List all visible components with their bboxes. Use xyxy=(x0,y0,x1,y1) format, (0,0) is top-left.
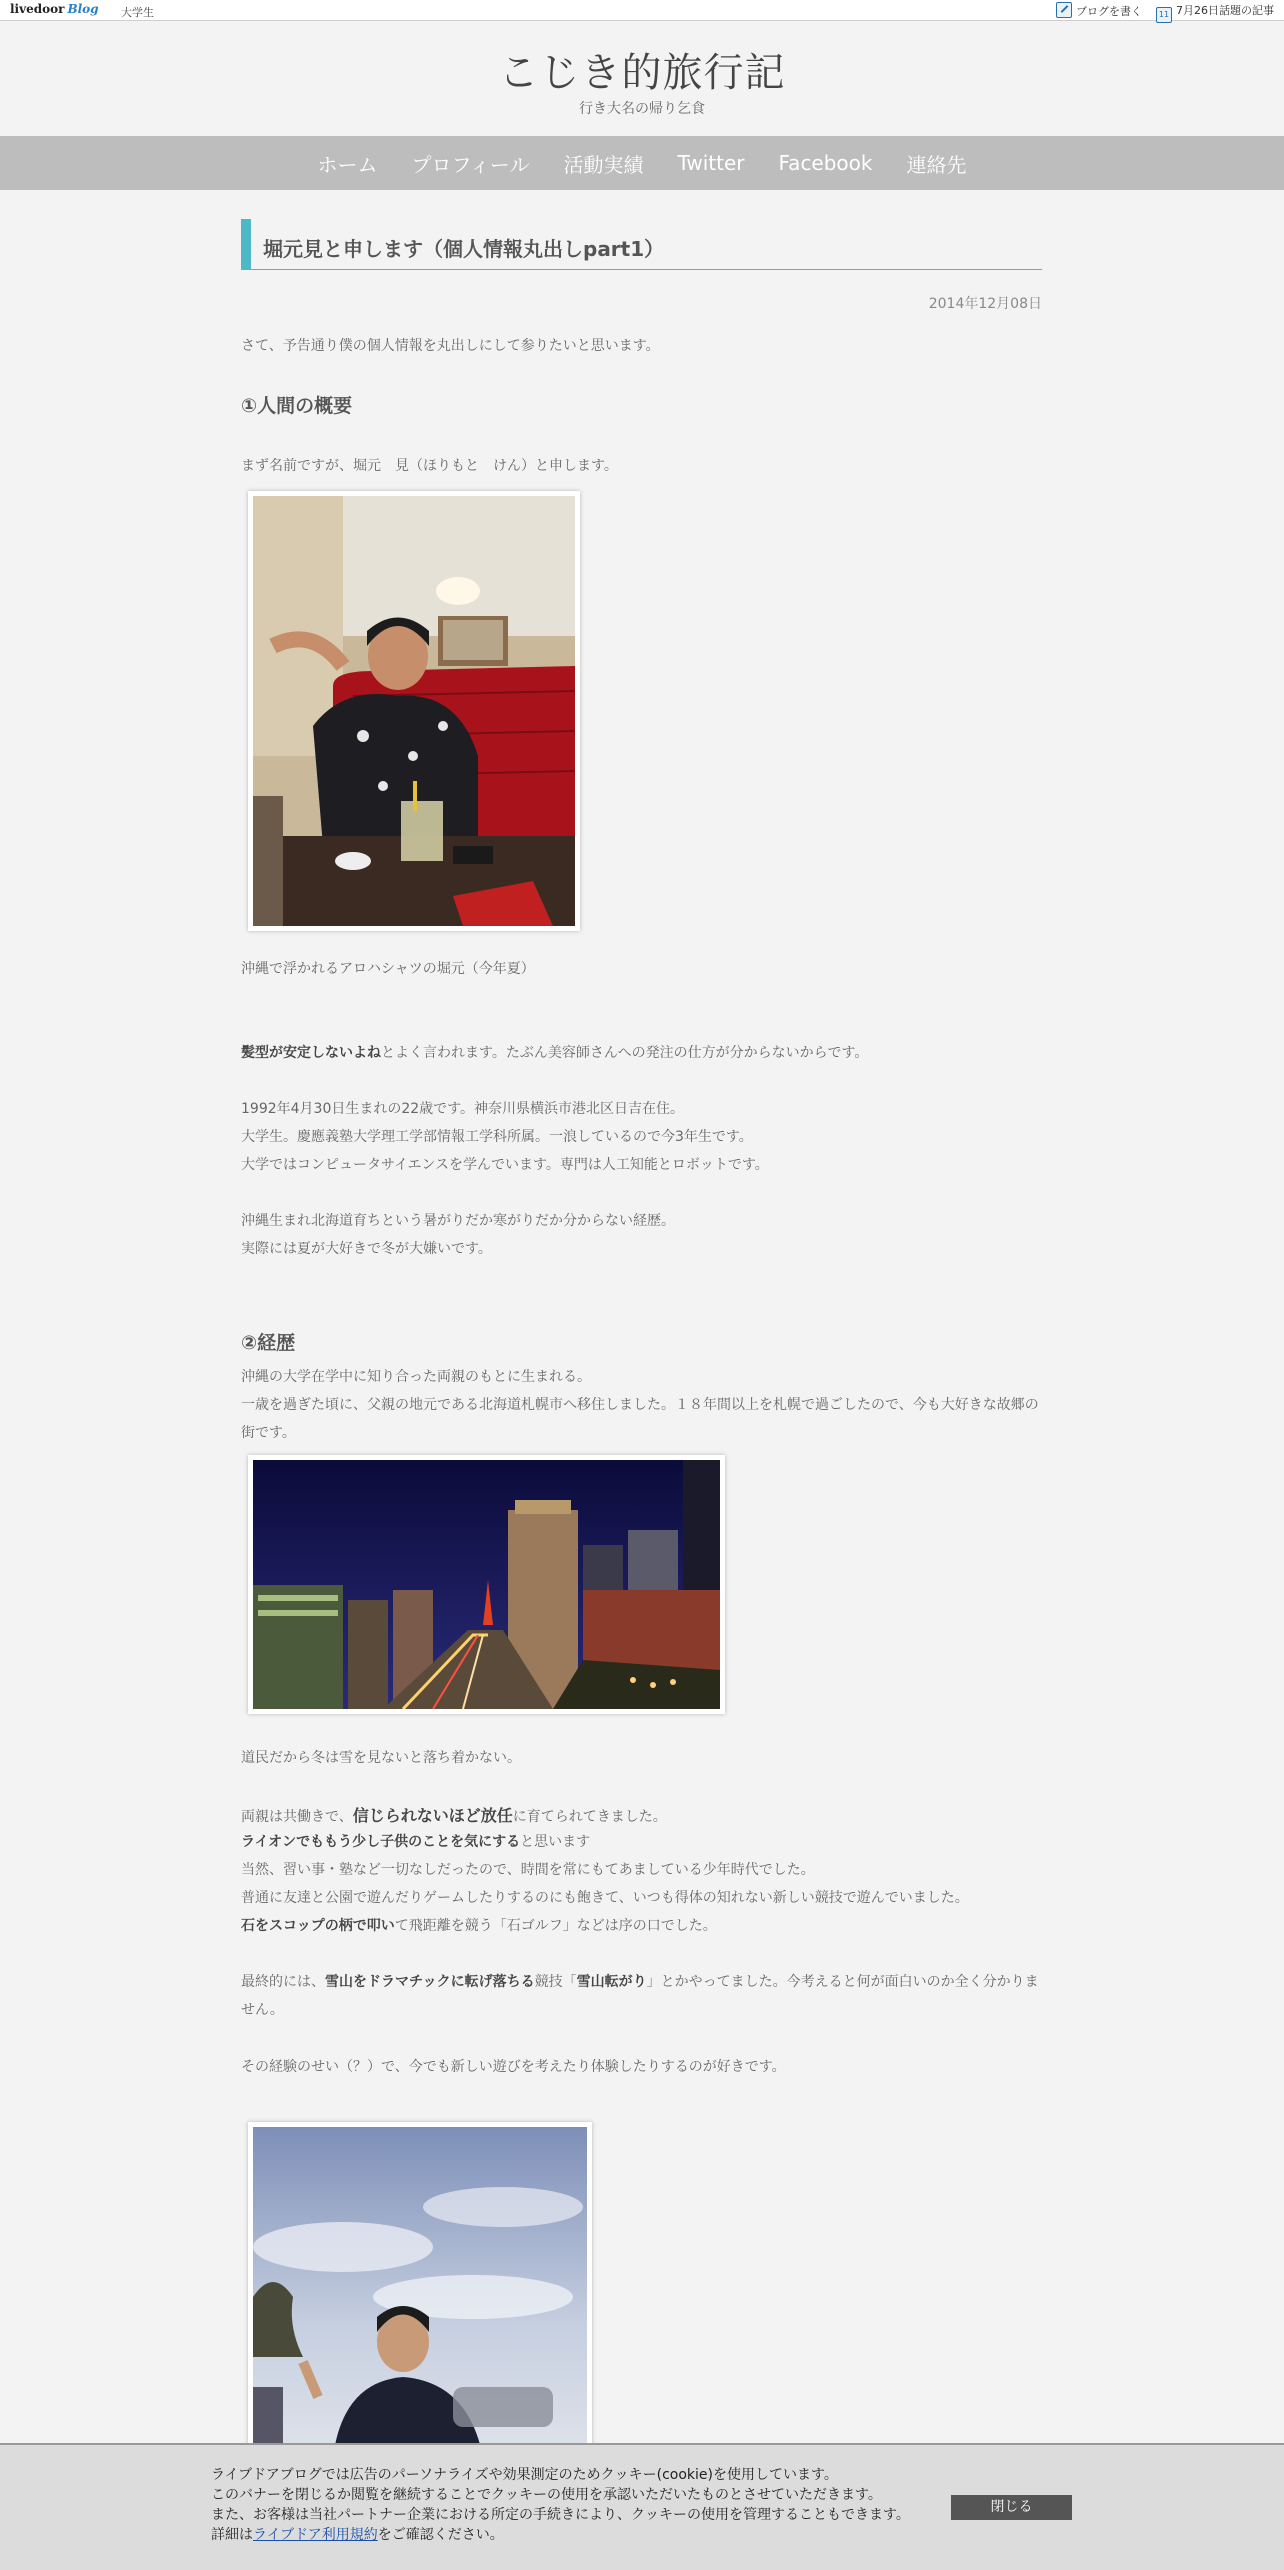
stone-bold: 石をスコップの柄で叩い xyxy=(241,1918,395,1934)
lion-text xyxy=(241,1831,590,1851)
nav-home[interactable]: ホーム xyxy=(317,152,378,177)
write-blog-link[interactable] xyxy=(1056,2,1142,23)
nav-activities[interactable]: 活動実績 xyxy=(563,152,644,177)
livedoor-blog-logo[interactable] xyxy=(10,2,99,16)
cookie-line-4-post: をご確認ください。 xyxy=(377,2527,504,2543)
photo2-caption: 道民だから冬は雪を見ないと落ち着かない。 xyxy=(241,1750,521,1766)
photo1-caption: 沖縄で浮かれるアロハシャツの堀元（今年夏） xyxy=(241,961,535,977)
nav-twitter[interactable]: Twitter xyxy=(677,151,745,175)
cookie-close-button[interactable]: 閉じる xyxy=(951,2495,1072,2520)
blog-header xyxy=(0,21,1284,136)
livedoor-topbar xyxy=(0,0,1284,21)
lion-post: と思います xyxy=(520,1834,591,1850)
global-nav xyxy=(0,136,1284,190)
post-title-box xyxy=(241,219,1042,270)
final-post: 」とかやってました。今考えると何が面白いのか全く分かりま xyxy=(646,1974,1039,1990)
trending-link[interactable] xyxy=(1156,2,1274,23)
write-blog-label: ブログを書く xyxy=(1076,5,1142,18)
lion-bold: ライオンでももう少し子供のことを気にする xyxy=(241,1834,521,1850)
section1-heading: ①人間の概要 xyxy=(241,395,353,417)
bio-text-3: 街です。 xyxy=(241,1425,296,1441)
final-text xyxy=(241,1971,1039,1991)
photo-sky-portrait[interactable] xyxy=(248,2122,592,2462)
photo-sapporo-night[interactable] xyxy=(248,1455,725,1714)
final-bold-2: 雪山転がり xyxy=(576,1974,647,1990)
cookie-line-4 xyxy=(211,2525,910,2545)
parents-text xyxy=(241,1803,667,1826)
parents-bold: 信じられないほど放任 xyxy=(352,1806,513,1825)
calendar-icon: 11 xyxy=(1156,7,1172,23)
logo-blog-text: Blog xyxy=(67,2,99,16)
final-bold-1: 雪山をドラマチックに転げ落ちる xyxy=(325,1974,535,1990)
cookie-banner xyxy=(0,2443,1284,2570)
experience-text: その経験のせい（？）で、今でも新しい遊びを考えたり体験したりするのが好きです。 xyxy=(241,2059,786,2075)
lessons-text: 当然、習い事・塾など一切なしだったので、時間を常にもてあましている少年時代でした。 xyxy=(241,1862,815,1878)
cookie-line-4-pre: 詳細は xyxy=(211,2527,253,2543)
topbar-actions xyxy=(1056,2,1274,23)
birth-text: 1992年4月30日生まれの22歳です。神奈川県横浜市港北区日吉在住。 xyxy=(241,1101,685,1117)
hair-text xyxy=(241,1042,868,1062)
pencil-icon xyxy=(1056,2,1072,18)
intro-text: さて、予告通り僕の個人情報を丸出しにして参りたいと思います。 xyxy=(241,338,660,354)
bio-text-1: 沖縄の大学在学中に知り合った両親のもとに生まれる。 xyxy=(241,1369,591,1385)
hair-rest: とよく言われます。たぶん美容師さんへの発注の仕方が分からないからです。 xyxy=(381,1045,869,1061)
logo-livedoor-text: livedoor xyxy=(10,2,65,16)
post-title[interactable]: 堀元見と申します（個人情報丸出しpart1） xyxy=(263,237,665,261)
play-text: 普通に友達と公園で遊んだりゲームしたりするのにも飽きて、いつも得体の知れない新しい競技で遊んでいました。 xyxy=(241,1890,969,1906)
blog-title[interactable]: こじき的旅行記 xyxy=(498,50,786,96)
trending-label: 7月26日話題の記事 xyxy=(1176,4,1274,17)
cookie-line-3: また、お客様は当社パートナー企業における所定の手続きにより、クッキーの使用を管理することもできます。 xyxy=(211,2507,910,2523)
bio-text-2: 一歳を過ぎた頃に、父親の地元である北海道札幌市へ移住しました。１８年間以上を札幌で過ごしたので、今も大好きな故郷の xyxy=(241,1397,1039,1413)
stone-post: て飛距離を競う「石ゴルフ」などは序の口でした。 xyxy=(394,1918,717,1934)
post-date: 2014年12月08日 xyxy=(928,296,1042,312)
final-pre: 最終的には、 xyxy=(241,1974,325,1990)
cookie-text xyxy=(211,2465,910,2545)
aloha-photo-image xyxy=(253,496,575,926)
final-text-2: せん。 xyxy=(241,2002,284,2018)
hair-bold: 髪型が安定しないよね xyxy=(241,1045,381,1061)
nav-contact[interactable]: 連絡先 xyxy=(906,152,967,177)
sapporo-photo-image xyxy=(253,1460,720,1709)
section2-heading: ②経歴 xyxy=(241,1332,296,1354)
univ-text: 大学生。慶應義塾大学理工学部情報工学科所属。一浪しているので今3年生です。 xyxy=(241,1129,753,1145)
terms-link[interactable]: ライブドア利用規約 xyxy=(253,2527,378,2543)
category-link[interactable]: 大学生 xyxy=(121,6,154,19)
cookie-line-1: ライブドアブログでは広告のパーソナライズや効果測定のためクッキー(cookie)を使用しています。 xyxy=(211,2467,838,2483)
cookie-line-2: このバナーを閉じるか閲覧を継続することでクッキーの使用を承認いただいたものとさせていただきます。 xyxy=(211,2487,882,2503)
parents-pre: 両親は共働きで、 xyxy=(241,1809,353,1825)
origin-text: 沖縄生まれ北海道育ちという暑がりだか寒がりだか分からない経歴。 xyxy=(241,1213,675,1229)
final-mid: 競技「 xyxy=(534,1974,577,1990)
name-text: まず名前ですが、堀元 見（ほりもと けん）と申します。 xyxy=(241,458,618,474)
nav-facebook[interactable]: Facebook xyxy=(778,151,873,175)
study-text: 大学ではコンピュータサイエンスを学んでいます。専門は人工知能とロボットです。 xyxy=(241,1157,769,1173)
parents-post: に育てられてきました。 xyxy=(512,1809,667,1825)
nav-profile[interactable]: プロフィール xyxy=(411,152,530,177)
blog-tagline: 行き大名の帰り乞食 xyxy=(579,101,705,117)
photo-aloha[interactable] xyxy=(248,491,580,931)
stone-text xyxy=(241,1915,717,1935)
sky-photo-image xyxy=(253,2127,587,2457)
summer-text: 実際には夏が大好きで冬が大嫌いです。 xyxy=(241,1241,492,1257)
